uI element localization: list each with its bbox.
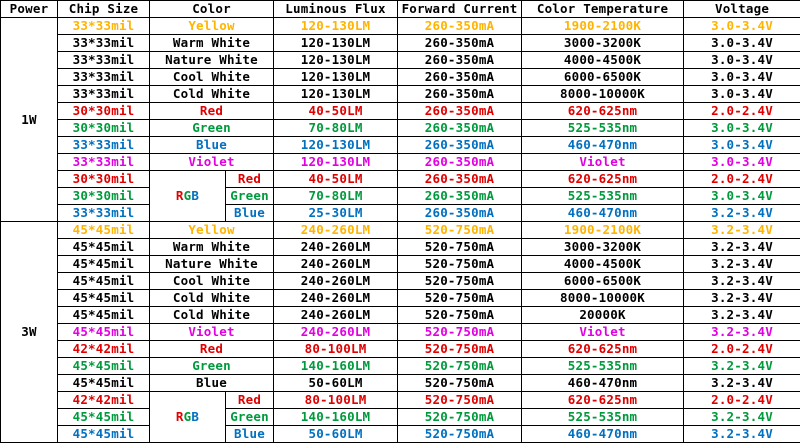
voltage-cell: 3.0-3.4V — [684, 86, 800, 103]
chip-size-cell: 45*45mil — [58, 239, 150, 256]
color-temperature-cell: 525-535nm — [522, 409, 684, 426]
table-row — [1, 103, 800, 120]
color-temperature-cell: 460-470nm — [522, 426, 684, 443]
forward-current-cell: 520-750mA — [398, 290, 522, 307]
rgb-label-cell — [150, 171, 226, 222]
header-voltage: Voltage — [684, 1, 800, 18]
luminous-flux-cell: 240-260LM — [274, 273, 398, 290]
voltage-cell: 3.0-3.4V — [684, 18, 800, 35]
table-row — [1, 120, 800, 137]
table-row — [1, 188, 800, 205]
voltage-cell: 3.0-3.4V — [684, 69, 800, 86]
color-temperature-cell: 3000-3200K — [522, 239, 684, 256]
chip-size-cell: 45*45mil — [58, 375, 150, 392]
luminous-flux-cell: 70-80LM — [274, 120, 398, 137]
luminous-flux-cell: 80-100LM — [274, 341, 398, 358]
luminous-flux-cell: 80-100LM — [274, 392, 398, 409]
color-temperature-cell: 620-625nm — [522, 341, 684, 358]
color-temperature-cell: 525-535nm — [522, 120, 684, 137]
chip-size-cell: 45*45mil — [58, 256, 150, 273]
voltage-cell: 3.2-3.4V — [684, 358, 800, 375]
rgb-letter-r: R — [175, 188, 184, 203]
color-temperature-cell: Violet — [522, 324, 684, 341]
table-row — [1, 290, 800, 307]
voltage-cell: 3.0-3.4V — [684, 120, 800, 137]
chip-size-cell: 33*33mil — [58, 86, 150, 103]
voltage-cell: 3.2-3.4V — [684, 273, 800, 290]
color-name-cell: Warm White — [150, 35, 274, 52]
luminous-flux-cell: 240-260LM — [274, 239, 398, 256]
voltage-cell: 3.2-3.4V — [684, 222, 800, 239]
table-row — [1, 137, 800, 154]
color-name-cell: Blue — [226, 205, 274, 222]
chip-size-cell: 45*45mil — [58, 426, 150, 443]
table-row — [1, 324, 800, 341]
forward-current-cell: 260-350mA — [398, 86, 522, 103]
rgb-letter-b: B — [191, 409, 200, 424]
color-name-cell: Green — [150, 358, 274, 375]
header-color: Color — [150, 1, 274, 18]
table-row — [1, 307, 800, 324]
color-name-cell: Blue — [226, 426, 274, 443]
voltage-cell: 3.2-3.4V — [684, 426, 800, 443]
color-temperature-cell: 4000-4500K — [522, 256, 684, 273]
forward-current-cell: 260-350mA — [398, 188, 522, 205]
luminous-flux-cell: 240-260LM — [274, 290, 398, 307]
color-name-cell: Yellow — [150, 222, 274, 239]
color-temperature-cell: 8000-10000K — [522, 86, 684, 103]
chip-size-cell: 30*30mil — [58, 120, 150, 137]
forward-current-cell: 520-750mA — [398, 222, 522, 239]
chip-size-cell: 42*42mil — [58, 341, 150, 358]
chip-size-cell: 45*45mil — [58, 222, 150, 239]
color-temperature-cell: 525-535nm — [522, 358, 684, 375]
spec-body — [1, 18, 800, 443]
voltage-cell: 3.2-3.4V — [684, 256, 800, 273]
table-row — [1, 69, 800, 86]
forward-current-cell: 260-350mA — [398, 35, 522, 52]
table-row — [1, 35, 800, 52]
color-name-cell: Nature White — [150, 256, 274, 273]
color-name-cell: Red — [226, 171, 274, 188]
header-forward-current: Forward Current — [398, 1, 522, 18]
forward-current-cell: 260-350mA — [398, 205, 522, 222]
luminous-flux-cell: 120-130LM — [274, 86, 398, 103]
chip-size-cell: 33*33mil — [58, 35, 150, 52]
color-temperature-cell: 460-470nm — [522, 137, 684, 154]
chip-size-cell: 30*30mil — [58, 103, 150, 120]
luminous-flux-cell: 120-130LM — [274, 154, 398, 171]
table-row — [1, 256, 800, 273]
luminous-flux-cell: 40-50LM — [274, 171, 398, 188]
luminous-flux-cell: 240-260LM — [274, 324, 398, 341]
color-name-cell: Warm White — [150, 239, 274, 256]
forward-current-cell: 260-350mA — [398, 154, 522, 171]
forward-current-cell: 260-350mA — [398, 171, 522, 188]
color-name-cell: Green — [226, 188, 274, 205]
chip-size-cell: 45*45mil — [58, 307, 150, 324]
voltage-cell: 3.0-3.4V — [684, 188, 800, 205]
color-name-cell: Red — [226, 392, 274, 409]
chip-size-cell: 33*33mil — [58, 69, 150, 86]
forward-current-cell: 520-750mA — [398, 358, 522, 375]
color-temperature-cell: 460-470nm — [522, 205, 684, 222]
forward-current-cell: 260-350mA — [398, 137, 522, 154]
luminous-flux-cell: 50-60LM — [274, 375, 398, 392]
chip-size-cell: 33*33mil — [58, 154, 150, 171]
forward-current-cell: 260-350mA — [398, 103, 522, 120]
color-temperature-cell: 4000-4500K — [522, 52, 684, 69]
color-name-cell: Yellow — [150, 18, 274, 35]
color-name-cell: Red — [150, 341, 274, 358]
chip-size-cell: 33*33mil — [58, 205, 150, 222]
voltage-cell: 3.0-3.4V — [684, 154, 800, 171]
forward-current-cell: 520-750mA — [398, 375, 522, 392]
luminous-flux-cell: 25-30LM — [274, 205, 398, 222]
rgb-letter-g: G — [183, 188, 192, 203]
chip-size-cell: 45*45mil — [58, 358, 150, 375]
forward-current-cell: 520-750mA — [398, 409, 522, 426]
color-temperature-cell: 20000K — [522, 307, 684, 324]
rgb-letter-b: B — [191, 188, 200, 203]
luminous-flux-cell: 120-130LM — [274, 69, 398, 86]
voltage-cell: 3.2-3.4V — [684, 324, 800, 341]
color-name-cell: Cold White — [150, 290, 274, 307]
table-row — [1, 222, 800, 239]
forward-current-cell: 520-750mA — [398, 324, 522, 341]
table-row — [1, 341, 800, 358]
forward-current-cell: 260-350mA — [398, 120, 522, 137]
voltage-cell: 2.0-2.4V — [684, 103, 800, 120]
luminous-flux-cell: 120-130LM — [274, 18, 398, 35]
chip-size-cell: 30*30mil — [58, 188, 150, 205]
forward-current-cell: 260-350mA — [398, 69, 522, 86]
color-name-cell: Red — [150, 103, 274, 120]
color-name-cell: Cold White — [150, 86, 274, 103]
color-temperature-cell: 620-625nm — [522, 392, 684, 409]
voltage-cell: 3.2-3.4V — [684, 409, 800, 426]
color-name-cell: Blue — [150, 137, 274, 154]
color-name-cell: Cool White — [150, 69, 274, 86]
table-row — [1, 409, 800, 426]
luminous-flux-cell: 120-130LM — [274, 52, 398, 69]
voltage-cell: 3.2-3.4V — [684, 375, 800, 392]
color-name-cell: Blue — [150, 375, 274, 392]
color-temperature-cell: 6000-6500K — [522, 69, 684, 86]
table-row — [1, 273, 800, 290]
header-luminous-flux: Luminous Flux — [274, 1, 398, 18]
voltage-cell: 2.0-2.4V — [684, 341, 800, 358]
table-row — [1, 52, 800, 69]
rgb-letter-r: R — [175, 409, 184, 424]
luminous-flux-cell: 140-160LM — [274, 409, 398, 426]
voltage-cell: 3.0-3.4V — [684, 137, 800, 154]
voltage-cell: 3.2-3.4V — [684, 239, 800, 256]
color-temperature-cell: 6000-6500K — [522, 273, 684, 290]
forward-current-cell: 260-350mA — [398, 18, 522, 35]
color-name-cell: Violet — [150, 154, 274, 171]
table-row — [1, 358, 800, 375]
color-name-cell: Nature White — [150, 52, 274, 69]
forward-current-cell: 520-750mA — [398, 256, 522, 273]
voltage-cell: 3.0-3.4V — [684, 52, 800, 69]
table-row — [1, 171, 800, 188]
color-name-cell: Cool White — [150, 273, 274, 290]
power-cell: 1W — [1, 18, 58, 222]
color-temperature-cell: 460-470nm — [522, 375, 684, 392]
forward-current-cell: 520-750mA — [398, 239, 522, 256]
table-row — [1, 154, 800, 171]
rgb-letter-g: G — [183, 409, 192, 424]
color-temperature-cell: 8000-10000K — [522, 290, 684, 307]
header-power: Power — [1, 1, 58, 18]
table-row — [1, 392, 800, 409]
chip-size-cell: 45*45mil — [58, 273, 150, 290]
voltage-cell: 3.2-3.4V — [684, 205, 800, 222]
color-name-cell: Green — [150, 120, 274, 137]
table-row — [1, 205, 800, 222]
voltage-cell: 2.0-2.4V — [684, 171, 800, 188]
table-row — [1, 239, 800, 256]
header-color-temperature: Color Temperature — [522, 1, 684, 18]
luminous-flux-cell: 240-260LM — [274, 222, 398, 239]
luminous-flux-cell: 70-80LM — [274, 188, 398, 205]
color-temperature-cell: 525-535nm — [522, 188, 684, 205]
forward-current-cell: 520-750mA — [398, 341, 522, 358]
color-temperature-cell: Violet — [522, 154, 684, 171]
chip-size-cell: 33*33mil — [58, 52, 150, 69]
forward-current-cell: 260-350mA — [398, 52, 522, 69]
forward-current-cell: 520-750mA — [398, 273, 522, 290]
table-row — [1, 18, 800, 35]
chip-size-cell: 33*33mil — [58, 18, 150, 35]
luminous-flux-cell: 40-50LM — [274, 103, 398, 120]
table-row — [1, 375, 800, 392]
color-temperature-cell: 620-625nm — [522, 103, 684, 120]
chip-size-cell: 45*45mil — [58, 409, 150, 426]
header-row — [1, 1, 800, 18]
chip-size-cell: 30*30mil — [58, 171, 150, 188]
luminous-flux-cell: 120-130LM — [274, 137, 398, 154]
luminous-flux-cell: 120-130LM — [274, 35, 398, 52]
color-temperature-cell: 3000-3200K — [522, 35, 684, 52]
chip-size-cell: 33*33mil — [58, 137, 150, 154]
luminous-flux-cell: 140-160LM — [274, 358, 398, 375]
voltage-cell: 3.2-3.4V — [684, 290, 800, 307]
color-temperature-cell: 620-625nm — [522, 171, 684, 188]
color-name-cell: Cold White — [150, 307, 274, 324]
color-temperature-cell: 1900-2100K — [522, 222, 684, 239]
rgb-label-cell — [150, 392, 226, 443]
chip-size-cell: 45*45mil — [58, 290, 150, 307]
luminous-flux-cell: 240-260LM — [274, 307, 398, 324]
power-cell: 3W — [1, 222, 58, 443]
luminous-flux-cell: 240-260LM — [274, 256, 398, 273]
voltage-cell: 3.2-3.4V — [684, 307, 800, 324]
voltage-cell: 3.0-3.4V — [684, 35, 800, 52]
color-name-cell: Green — [226, 409, 274, 426]
header-chip-size: Chip Size — [58, 1, 150, 18]
table-row — [1, 426, 800, 443]
forward-current-cell: 520-750mA — [398, 392, 522, 409]
chip-size-cell: 42*42mil — [58, 392, 150, 409]
forward-current-cell: 520-750mA — [398, 426, 522, 443]
voltage-cell: 2.0-2.4V — [684, 392, 800, 409]
luminous-flux-cell: 50-60LM — [274, 426, 398, 443]
color-name-cell: Violet — [150, 324, 274, 341]
table-row — [1, 86, 800, 103]
forward-current-cell: 520-750mA — [398, 307, 522, 324]
chip-size-cell: 45*45mil — [58, 324, 150, 341]
color-temperature-cell: 1900-2100K — [522, 18, 684, 35]
